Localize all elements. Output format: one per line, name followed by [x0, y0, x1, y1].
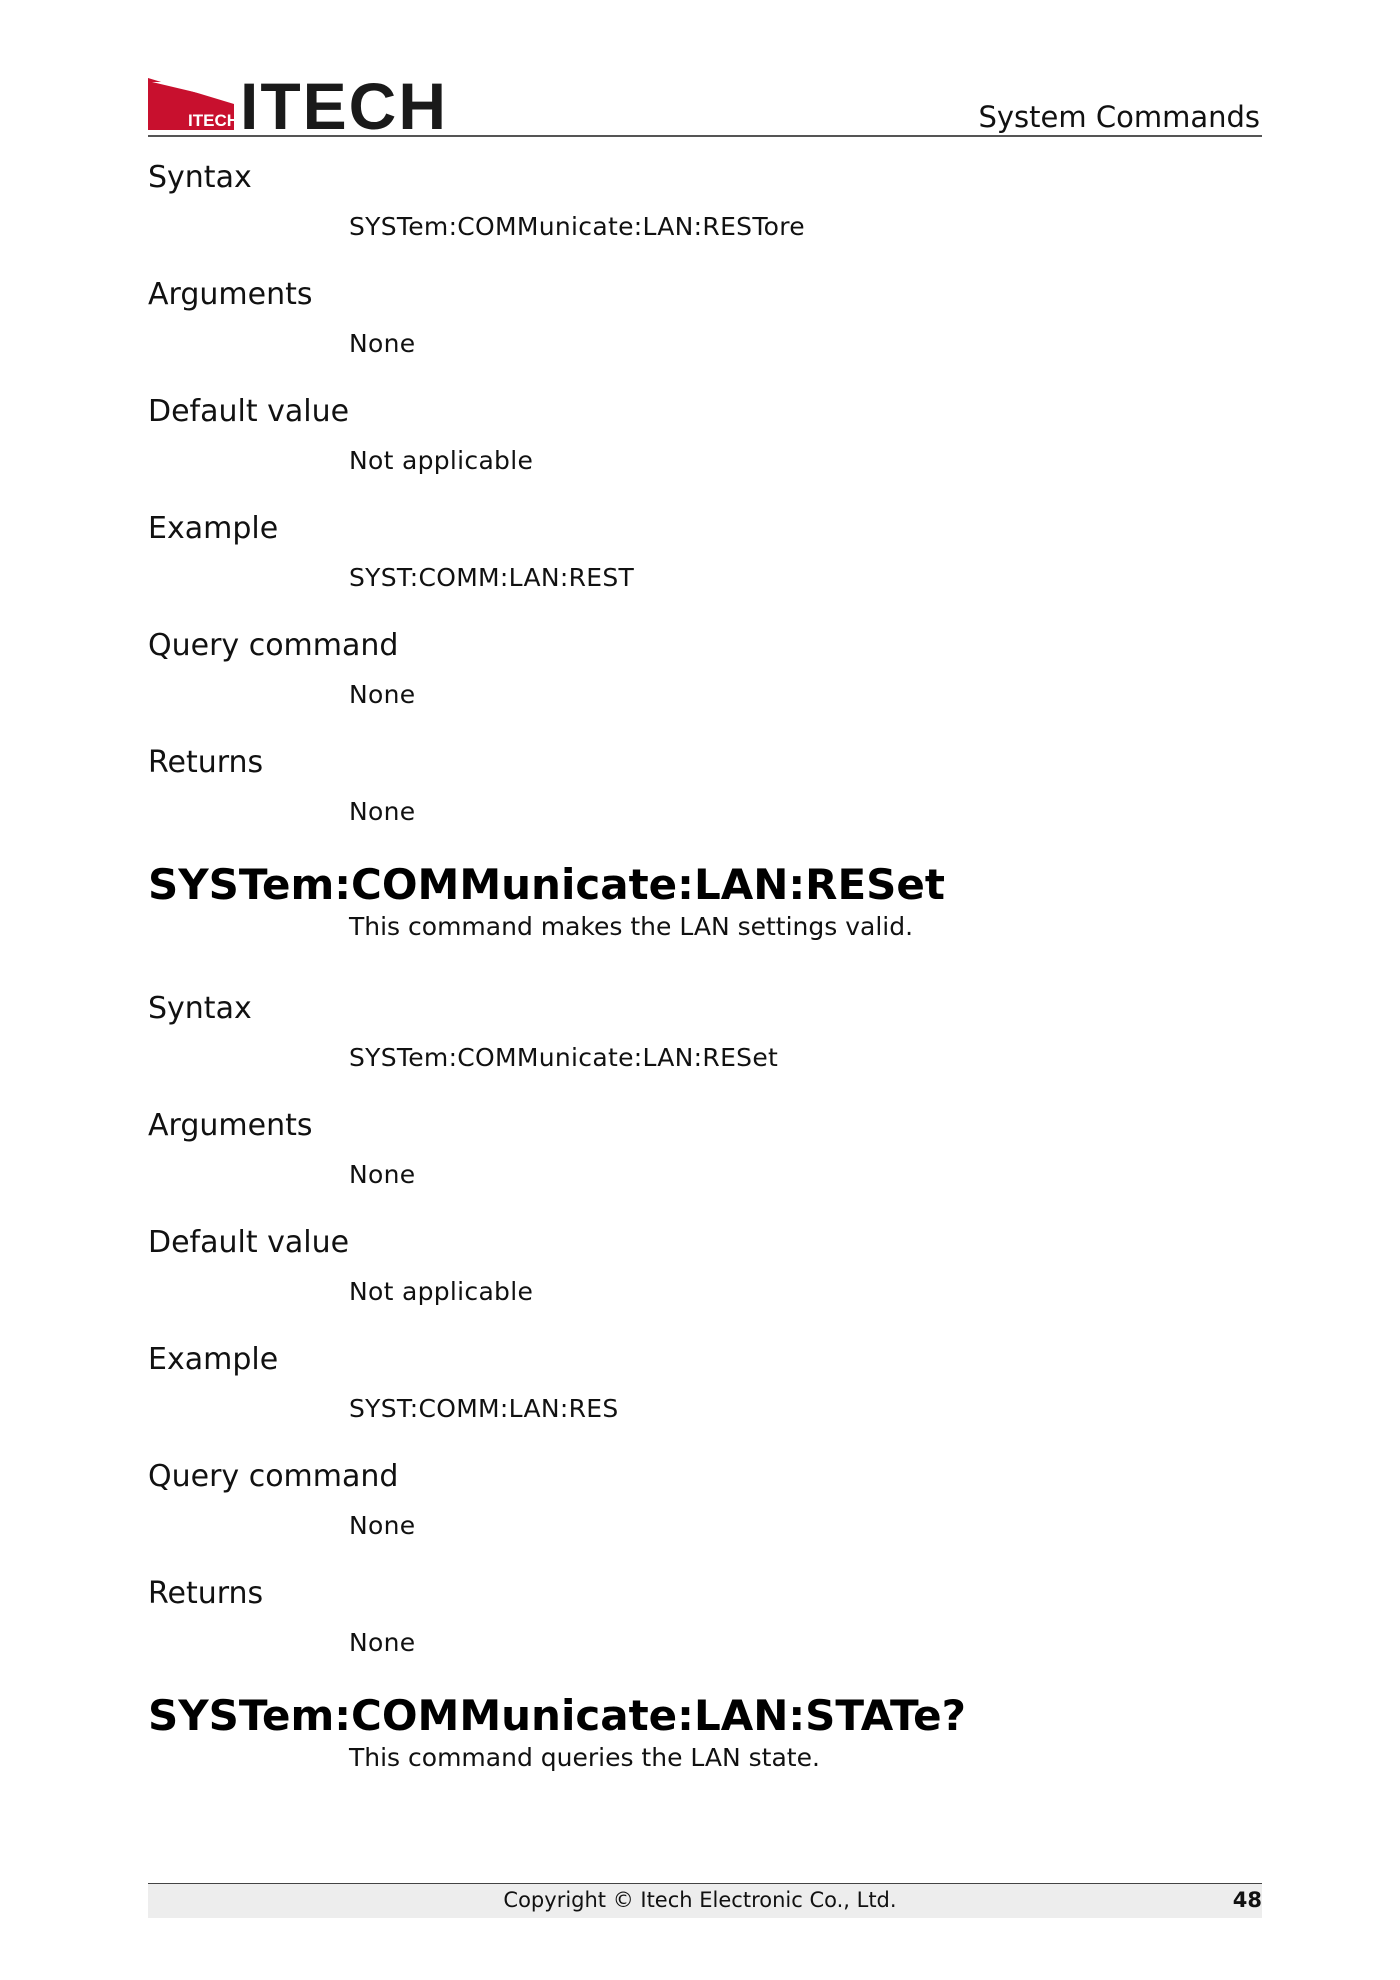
logo-small-text: ITECH	[188, 111, 239, 130]
field-value: None	[349, 1511, 416, 1540]
command-block	[148, 860, 1262, 1660]
field-label: Arguments	[148, 1108, 313, 1143]
field-label: Query command	[148, 1459, 399, 1494]
field-value: None	[349, 1160, 416, 1189]
field-value: Not applicable	[349, 1277, 534, 1306]
field-value: None	[349, 329, 416, 358]
field-value: SYSTem:COMMunicate:LAN:RESTore	[349, 212, 805, 241]
field-value: Not applicable	[349, 446, 534, 475]
logo-big-text: ITECH	[240, 74, 448, 132]
field-value: SYST:COMM:LAN:RES	[349, 1394, 619, 1423]
field-label: Default value	[148, 1225, 350, 1260]
field-value: None	[349, 1628, 416, 1657]
field-label: Syntax	[148, 991, 252, 1026]
field-label: Example	[148, 1342, 279, 1377]
field-value: None	[349, 680, 416, 709]
field-label: Returns	[148, 745, 264, 780]
command-block	[148, 1691, 1262, 1775]
field-label: Arguments	[148, 277, 313, 312]
footer-copyright: Copyright © Itech Electronic Co., Ltd.	[503, 1888, 897, 1912]
command-block	[148, 158, 1262, 829]
command-title: SYSTem:COMMunicate:LAN:STATe?	[148, 1691, 966, 1740]
itech-logo	[148, 74, 468, 132]
field-value: None	[349, 797, 416, 826]
field-label: Returns	[148, 1576, 264, 1611]
field-label: Syntax	[148, 160, 252, 195]
field-value: SYST:COMM:LAN:REST	[349, 563, 635, 592]
page-number: 48	[1232, 1888, 1262, 1912]
field-label: Default value	[148, 394, 350, 429]
field-label: Query command	[148, 628, 399, 663]
header-divider	[148, 135, 1262, 137]
page-header	[148, 70, 1262, 136]
command-description: This command queries the LAN state.	[349, 1743, 820, 1772]
section-title: System Commands	[978, 100, 1260, 134]
command-title: SYSTem:COMMunicate:LAN:RESet	[148, 860, 945, 909]
command-description: This command makes the LAN settings valid.	[349, 912, 914, 941]
field-label: Example	[148, 511, 279, 546]
document-body	[148, 158, 1262, 1820]
field-value: SYSTem:COMMunicate:LAN:RESet	[349, 1043, 779, 1072]
